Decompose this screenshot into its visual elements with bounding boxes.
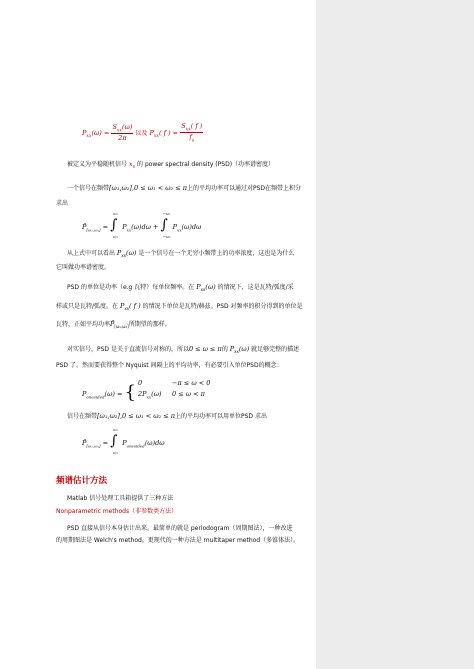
text: 就足够完整的描述: [249, 346, 300, 353]
formula-subscript: xx: [185, 127, 191, 133]
integral-sign: ∫: [110, 433, 118, 449]
formula-arg: (ω): [151, 390, 162, 399]
comment-margin-pane: [316, 0, 474, 669]
formula-arg: ( f ): [129, 302, 141, 310]
formula-symbol: f: [189, 133, 192, 142]
text: 对实信号，PSD 是关于直流信号对称的，所以: [67, 346, 189, 353]
integral-lower-limit: ω₁: [113, 450, 118, 455]
frequency-range: 0 ≤ ω ≤ π: [188, 345, 222, 353]
text: 信号在频带: [67, 413, 98, 420]
formula-arg: ( f ): [190, 122, 203, 130]
case-condition: 0 ≤ ω < π: [172, 390, 205, 399]
formula-arg: (ω): [126, 249, 137, 257]
formula-symbol: P: [196, 283, 201, 291]
integral-1: [110, 211, 120, 239]
fraction-denominator: 2π: [118, 134, 127, 143]
onesided-avg-power-formula: [82, 427, 165, 455]
formula-subscript: onesided: [86, 394, 105, 400]
paragraph-onesided-power: [67, 412, 267, 421]
cases-block: [138, 378, 210, 402]
formula-subscript: [ω₁,ω₂]: [86, 227, 101, 233]
text: 它叫做功率谱密度。: [56, 264, 111, 271]
formula-symbol: P: [119, 302, 125, 310]
subheading-nonparametric: Nonparametric methods（非参数类方法）: [56, 508, 178, 515]
text: 的: [221, 346, 230, 353]
band-interval: [ω₁,ω₂],0 ≤ ω₁ < ω₂ ≤ π: [97, 412, 175, 420]
formula-symbol: P̄: [110, 320, 115, 328]
formula-subscript: s: [191, 138, 195, 144]
onesided-psd-formula: [82, 378, 210, 408]
formula-symbol: P: [82, 128, 87, 137]
band-power-integral: [82, 211, 202, 239]
fraction-omega: [111, 123, 133, 142]
paragraph-psd-units: [67, 283, 294, 294]
paragraph-band-power: [67, 184, 301, 193]
formula-arg: (ω): [238, 345, 250, 353]
formula-subscript: xx: [124, 306, 130, 312]
case-condition: −π ≤ ω < 0: [172, 379, 211, 388]
text: 上的平均功率可以通过对PSD在频带上积分: [187, 185, 302, 192]
formula-symbol: S: [112, 123, 117, 132]
formula-symbol: P: [122, 439, 127, 447]
integral-upper-limit: −ω₁: [162, 211, 171, 216]
nonparametric-body-line2: 的周期图法是 Welch's method。更现代的一种方法是 multitaper method（多锥体法）。: [56, 537, 300, 544]
formula-symbol: P̄: [82, 223, 87, 231]
text: 的情况下，这是瓦特/弧度/采: [215, 284, 294, 291]
formula-subscript: [ω₁,ω₂]: [114, 324, 129, 330]
formula-symbol: P: [172, 223, 177, 231]
formula-symbol: P̄: [82, 439, 87, 447]
case-value: 0: [138, 379, 143, 388]
formula-equals: =: [172, 128, 179, 137]
paragraph-psd-units-line2: [56, 302, 303, 313]
fraction-denominator: [180, 133, 203, 143]
cases-brace: {: [124, 382, 136, 403]
fraction-numerator: [111, 123, 133, 134]
text: 瓦特，正如平均功率: [56, 321, 111, 328]
integral-sign: ∫: [160, 217, 168, 233]
paragraph-real-signal: [67, 345, 299, 356]
paragraph-psd-definition: [67, 160, 274, 171]
text: 样或只是瓦特/弧度。在: [56, 303, 120, 310]
formula-subscript: xx: [116, 128, 122, 134]
text: 一个信号在频带: [67, 185, 110, 192]
text: PSD 的单位是功率（e.g 瓦特）每单位频率。在: [67, 284, 197, 291]
integral-lower-limit: ω₁: [113, 234, 118, 239]
formula-subscript: xx: [200, 287, 206, 293]
formula-arg: (ω)dω +: [131, 223, 159, 231]
formula-arg: ( f ): [158, 128, 171, 137]
signal-variable: x: [128, 160, 133, 168]
paragraph-psd-units-line3: [56, 320, 171, 331]
paragraph-band-power-line2: [56, 200, 68, 208]
formula-subscript: xx: [176, 227, 182, 233]
case-value: 2P: [138, 390, 147, 399]
signal-subscript: n: [132, 164, 136, 170]
formula-arg: (ω)dω: [144, 439, 165, 447]
integral-2: [160, 211, 171, 239]
integral-upper-limit: ω₂: [113, 211, 118, 216]
case-row: [138, 378, 210, 389]
formula-arg: (ω) =: [104, 390, 123, 399]
integral-upper-limit: ω₂: [113, 427, 118, 432]
text: 是一个信号在一个无穷小频带上的功率浓度，这也是为什么: [136, 250, 295, 257]
integral: [110, 427, 120, 455]
case-row: [138, 389, 210, 402]
formula-subscript: xx: [121, 253, 127, 259]
text: 从上式中可以看出: [67, 250, 117, 257]
section-heading: 频谱估计方法: [56, 476, 108, 486]
formula-arg: (ω): [121, 123, 133, 132]
fraction-numerator: [180, 122, 203, 133]
text: 被定义为平稳随机信号: [67, 161, 129, 168]
psd-definition-formula: [82, 122, 203, 144]
formula-connector: 以及: [135, 129, 148, 137]
formula-subscript: [ω₁,ω₂]: [86, 443, 101, 449]
formula-symbol: P: [82, 390, 87, 399]
section-intro: Matlab 信号处理工具箱提供了三种方法: [67, 495, 174, 502]
paragraph-density-meaning: [67, 249, 294, 260]
formula-equals: =: [103, 128, 110, 137]
formula-subscript: xx: [234, 349, 239, 355]
paragraph-density-meaning-line2: [56, 264, 110, 272]
band-interval: [ω₁,ω₂],0 ≤ ω₁ < ω₂ ≤ π: [109, 184, 187, 192]
formula-arg: (ω): [205, 283, 216, 291]
formula-symbol: P: [122, 223, 127, 231]
formula-subscript: xx: [86, 134, 92, 140]
formula-arg: (ω)dω: [181, 223, 202, 231]
fraction-frequency: [180, 122, 203, 144]
nonparametric-body: PSD 直接从信号本身估计出来。最简单的就是 periodogram（周期图法），一种改进: [67, 525, 293, 532]
text: 上的平均功率可以用单位PSD 求出: [175, 413, 267, 420]
text: 求出: [56, 200, 69, 207]
formula-equals: =: [102, 439, 109, 447]
formula-arg: (ω): [91, 128, 102, 137]
formula-subscript: onesided: [126, 443, 145, 449]
formula-symbol: P: [229, 345, 235, 353]
integral-sign: ∫: [110, 217, 118, 233]
integral-lower-limit: −ω₂: [162, 234, 171, 239]
text: 所期望的那样。: [128, 321, 171, 328]
formula-symbol: S: [181, 122, 186, 130]
formula-symbol: P: [116, 249, 122, 257]
paragraph-real-signal-line2: [56, 362, 283, 370]
text: PSD 了。然而要获得整个 Nyquist 间隔上的平均功率，有必要引入单位PSD的概念：: [56, 362, 283, 369]
formula-subscript: xx: [146, 394, 152, 400]
formula-subscript: xx: [153, 134, 159, 140]
text: 的 power spectral density (PSD)（功率谱密度）: [135, 161, 275, 168]
formula-symbol: P: [149, 128, 154, 137]
text: 的情况下单位是瓦特/赫兹。PSD 对频率的积分得到的单位是: [140, 303, 303, 310]
formula-subscript: xx: [126, 227, 132, 233]
formula-equals: =: [102, 223, 109, 231]
